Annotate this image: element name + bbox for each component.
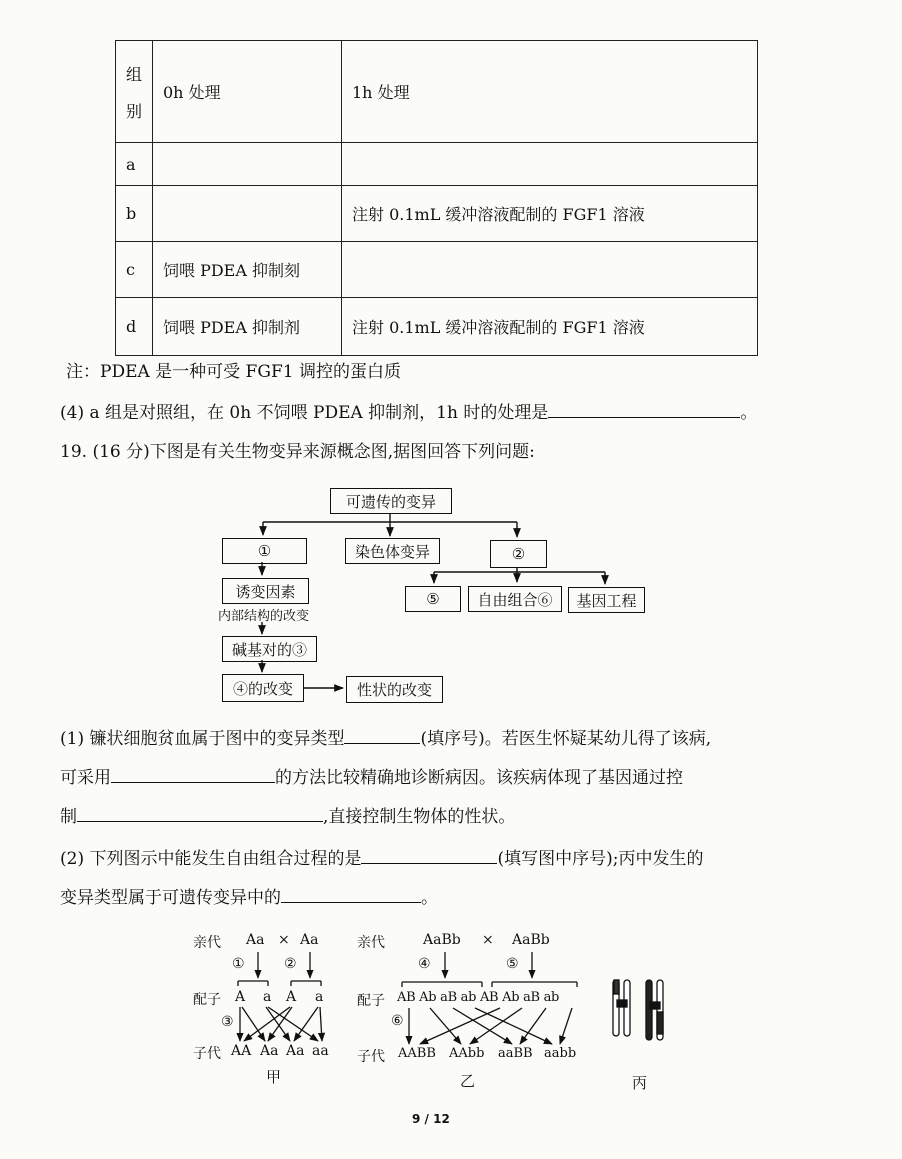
q2-text-d: 。 (421, 888, 438, 908)
node-5: ⑤ (405, 586, 461, 612)
jia-marker-1: ① (232, 956, 245, 972)
yi-offspring: aaBB (498, 1046, 533, 1061)
yi-gametes: AB Ab aB ab AB Ab aB ab (397, 990, 560, 1005)
row-1h: 注射 0.1mL 缓冲溶液配制的 FGF1 溶液 (342, 186, 758, 242)
yi-offspring: AAbb (449, 1046, 485, 1061)
yi-offspring-label: 子代 (357, 1049, 385, 1065)
q2-text-b: (填写图中序号);丙中发生的 (497, 849, 704, 869)
node-genetic-engineering: 基因工程 (568, 587, 645, 613)
yi-marker-6: ⑥ (391, 1013, 404, 1029)
node-trait-change: 性状的改变 (346, 676, 443, 703)
row-group: b (116, 186, 153, 242)
node-mutagenic-factor: 诱变因素 (222, 578, 309, 604)
header-group-line2: 别 (125, 101, 142, 121)
node-base-pair: 碱基对的③ (222, 636, 317, 662)
yi-parent-label: 亲代 (357, 935, 385, 951)
answer-blank-1c (77, 805, 323, 822)
row-1h: 注射 0.1mL 缓冲溶液配制的 FGF1 溶液 (342, 298, 758, 356)
yi-caption: 乙 (460, 1072, 476, 1090)
question-4-end: 。 (740, 403, 758, 423)
jia-gamete: a (263, 989, 272, 1005)
row-group: c (116, 242, 153, 298)
jia-offspring-label: 子代 (193, 1046, 221, 1062)
node-change-4: ④的改变 (222, 674, 304, 702)
jia-marker-3: ③ (221, 1014, 234, 1030)
yi-offspring: aabb (544, 1046, 577, 1061)
jia-gamete: A (235, 989, 246, 1005)
bing-caption: 丙 (632, 1074, 648, 1092)
question-4-text: (4) a 组是对照组，在 0h 不饲喂 PDEA 抑制剂，1h 时的处理是 (60, 403, 549, 423)
yi-offspring: AABB (398, 1046, 436, 1061)
table-note: 注：PDEA 是一种可受 FGF1 调控的蛋白质 (66, 362, 401, 382)
answer-blank-2b (281, 886, 421, 903)
node-chromosome-variation: 染色体变异 (345, 538, 440, 564)
jia-gamete: a (315, 989, 324, 1005)
answer-blank-1a (344, 727, 420, 744)
question-2-line2 (60, 886, 438, 908)
jia-offspring: Aa (286, 1043, 305, 1059)
q1-text-d: 的方法比较精确地诊断病因。该疾病体现了基因通过控 (275, 768, 683, 788)
q2-text-c: 变异类型属于可遗传变异中的 (60, 888, 281, 908)
question-2-line1 (60, 847, 703, 869)
header-group-line1: 组 (125, 64, 142, 84)
node-free-combination: 自由组合⑥ (468, 586, 562, 612)
q1-text-a: (1) 镰状细胞贫血属于图中的变异类型 (60, 729, 345, 749)
jia-gamete-label: 配子 (193, 992, 221, 1008)
jia-offspring: aa (312, 1043, 329, 1059)
chromosome-drawing (613, 980, 663, 1040)
yi-marker-4: ④ (418, 956, 431, 972)
header-0h: 0h 处理 (153, 41, 342, 143)
row-group: a (116, 143, 153, 186)
q1-text-e: 制 (60, 807, 77, 827)
row-0h: 饲喂 PDEA 抑制刻 (153, 242, 342, 298)
row-group: d (116, 298, 153, 356)
jia-parent-label: 亲代 (193, 935, 221, 951)
question-1-line3 (60, 805, 515, 827)
node-1: ① (222, 538, 307, 564)
question-1-line1 (60, 727, 711, 749)
jia-parent-1: Aa (246, 932, 265, 948)
jia-cross: × (278, 932, 290, 948)
answer-blank-2a (361, 847, 497, 864)
yi-cross: × (482, 932, 494, 948)
yi-marker-5: ⑤ (506, 956, 519, 972)
header-1h: 1h 处理 (342, 41, 758, 143)
jia-offspring: Aa (260, 1043, 279, 1059)
jia-gamete: A (286, 989, 297, 1005)
label-internal-structure: 内部结构的改变 (218, 609, 310, 624)
jia-parent-2: Aa (300, 932, 319, 948)
page-number: 9 / 12 (412, 1112, 450, 1126)
node-heritable-variation: 可遗传的变异 (330, 488, 452, 514)
question-1-line2 (60, 766, 683, 788)
answer-blank-1b (111, 766, 275, 783)
q2-text-a: (2) 下列图示中能发生自由组合过程的是 (60, 849, 362, 869)
yi-gamete-label: 配子 (357, 993, 385, 1009)
yi-parent-2: AaBb (512, 932, 550, 948)
node-2: ② (490, 540, 547, 568)
row-0h: 饲喂 PDEA 抑制剂 (153, 298, 342, 356)
q1-text-b: (填序号)。若医生怀疑某幼儿得了该病, (420, 729, 712, 749)
jia-marker-2: ② (284, 956, 297, 972)
q1-text-c: 可采用 (60, 768, 111, 788)
jia-offspring: AA (231, 1043, 252, 1059)
yi-parent-1: AaBb (423, 932, 461, 948)
question-19-title: 19. (16 分)下图是有关生物变异来源概念图,据图回答下列问题: (60, 442, 535, 462)
q1-text-f: ,直接控制生物体的性状。 (323, 807, 516, 827)
jia-caption: 甲 (266, 1068, 282, 1086)
